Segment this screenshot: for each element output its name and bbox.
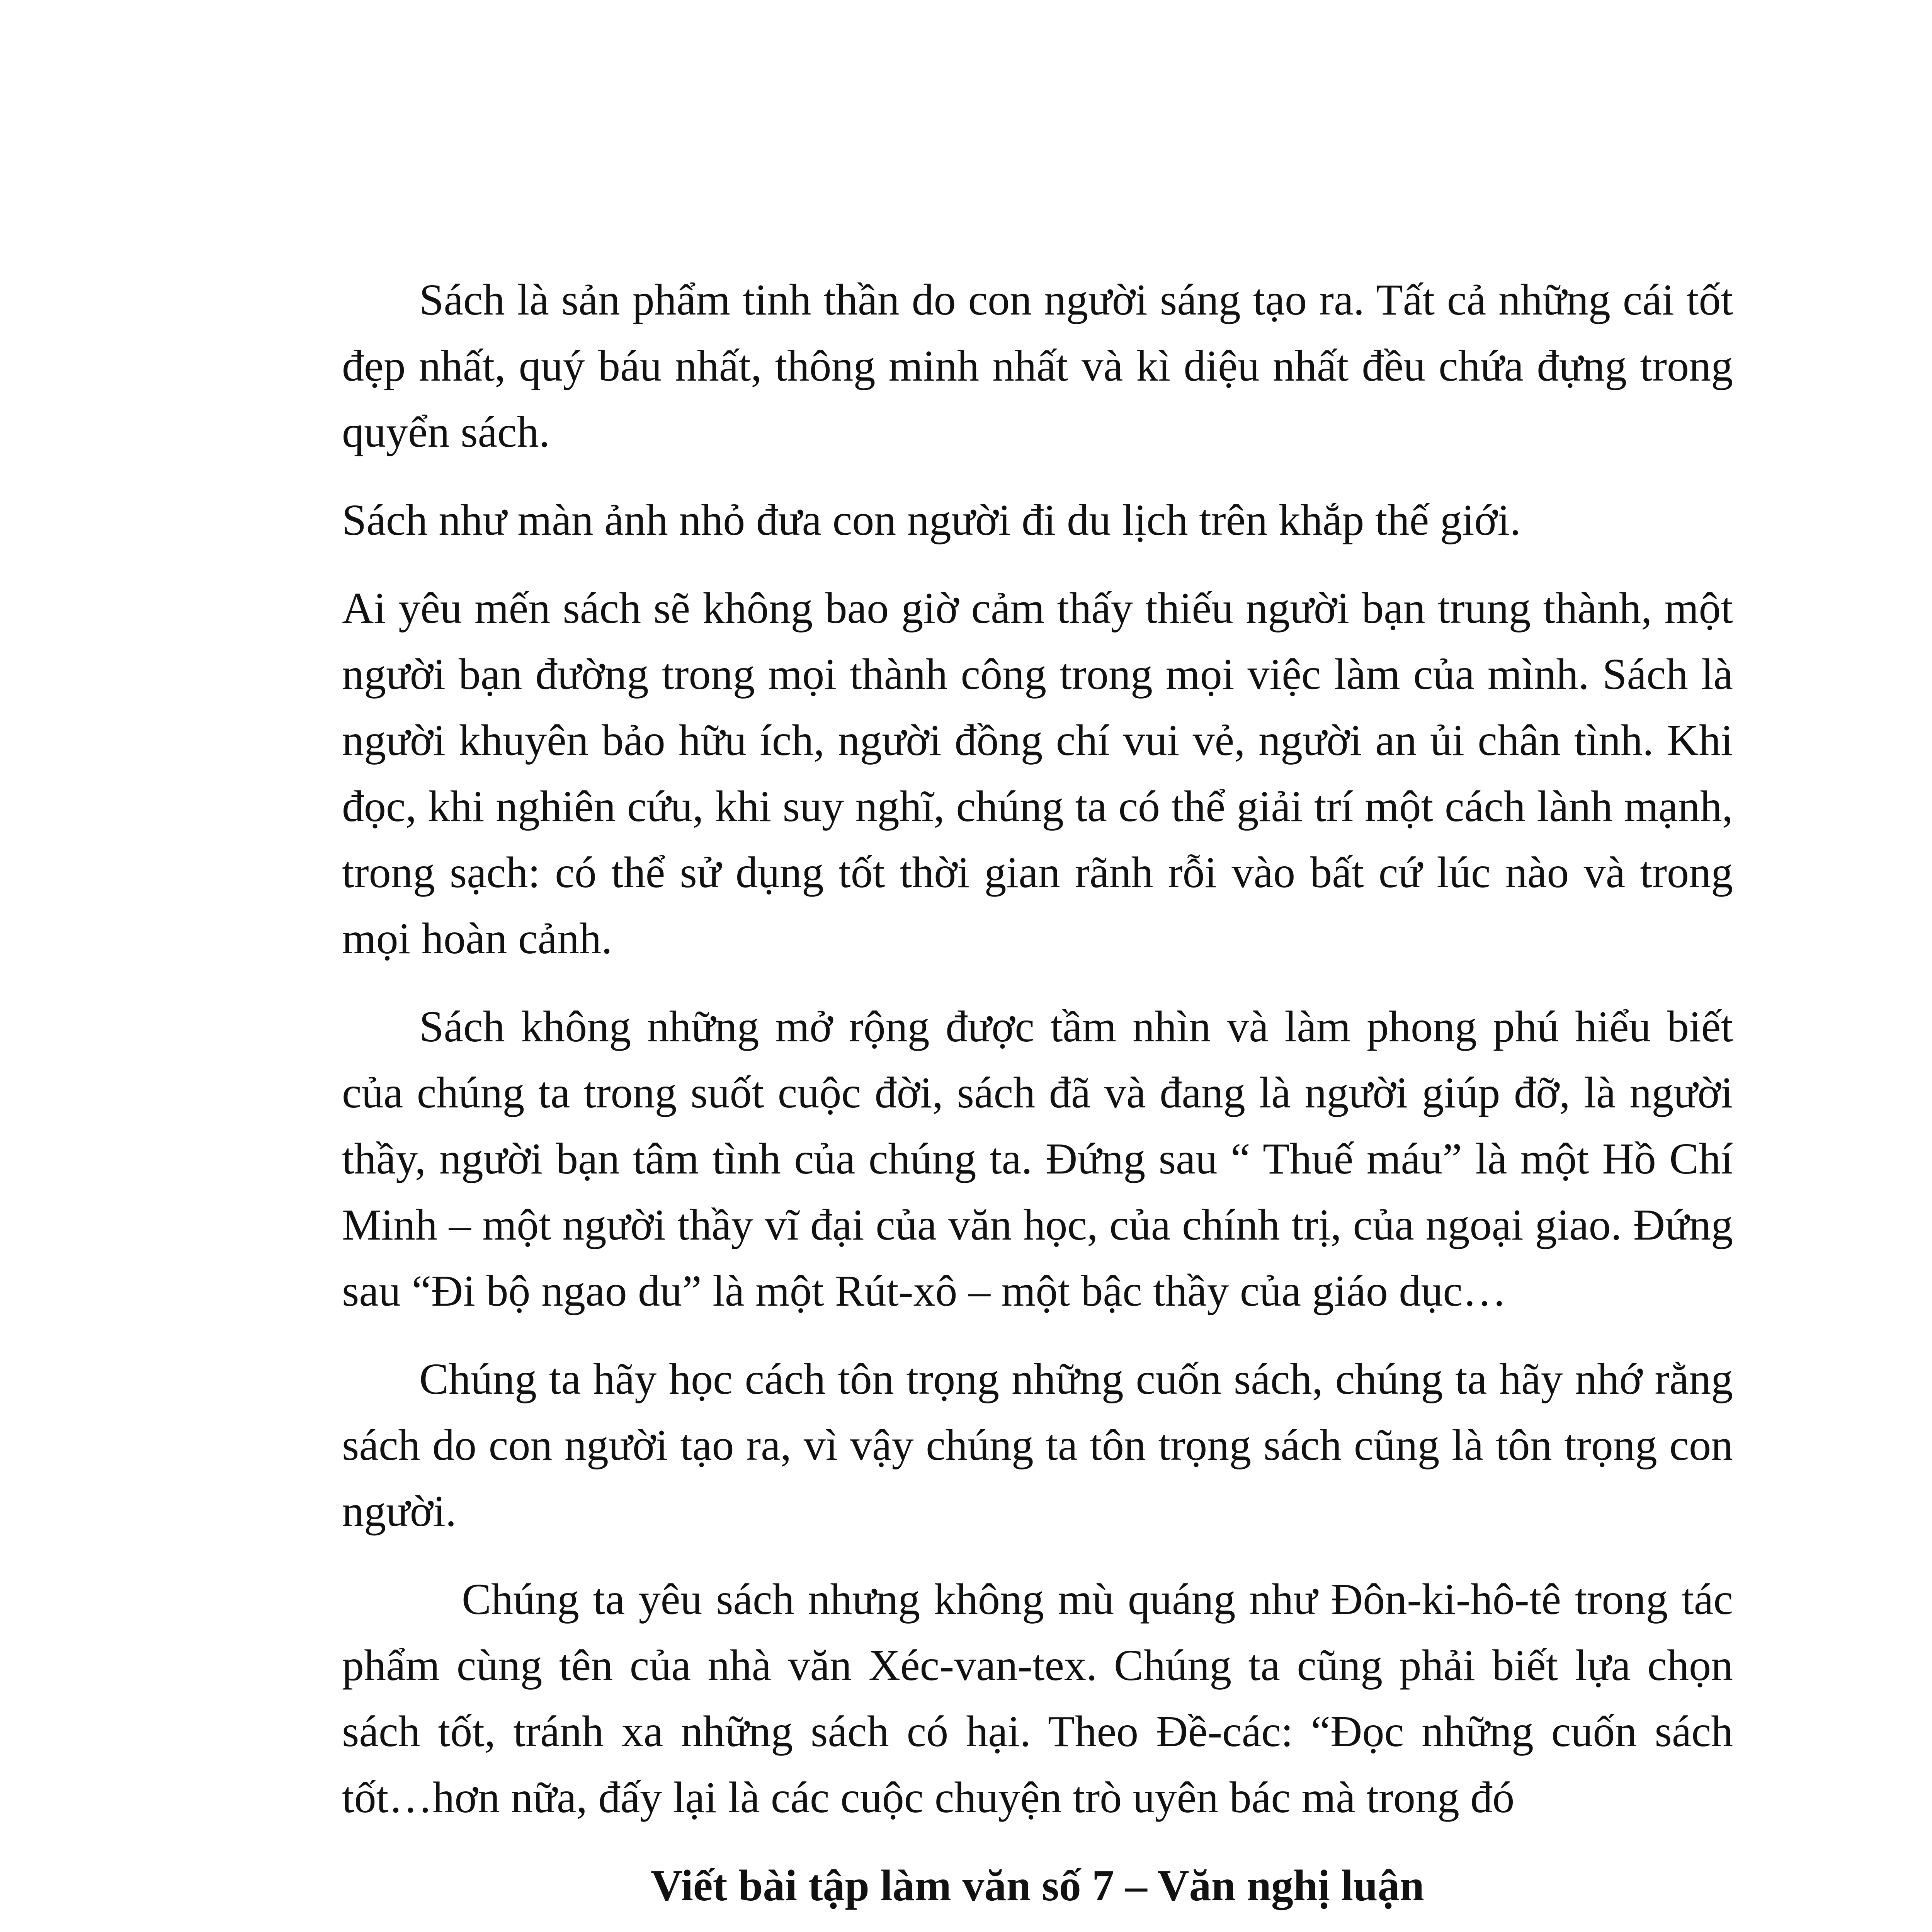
paragraph: Sách như màn ảnh nhỏ đưa con người đi du lịch trên khắp thế giới. bbox=[342, 495, 1521, 544]
section-heading: Viết bài tập làm văn số 7 – Văn nghị luận bbox=[651, 1861, 1424, 1910]
paragraph: Sách không những mở rộng được tầm nhìn và làm phong phú hiểu biết của chúng ta trong suốt cuộc đời, sách đã và đang là người giúp đỡ, là người thầy, người bạn tâm tình của chúng ta. Đứng sau “ Thuế máu” là một Hồ Chí Minh – một người thầy vĩ đại của văn học, của chính trị, của ngoại giao. Đứng sau “Đi bộ ngao du” là một Rút-xô – một bậc thầy của giáo dục… bbox=[342, 1002, 1733, 1315]
paragraph: Sách là sản phẩm tinh thần do con người sáng tạo ra. Tất cả những cái tốt đẹp nhất, quý báu nhất, thông minh nhất và kì diệu nhất đều chứa đựng trong quyển sách. bbox=[342, 275, 1733, 456]
paragraph: Chúng ta yêu sách nhưng không mù quáng như Đôn-ki-hô-tê trong tác phẩm cùng tên của nhà văn Xéc-van-tex. Chúng ta cũng phải biết lựa chọn sách tốt, tránh xa những sách có hại. Theo Đề-các: “Đọc những cuốn sách tốt…hơn nữa, đấy lại là các cuộc chuyện trò uyên bác mà trong đó bbox=[342, 1575, 1733, 1822]
paragraph: Ai yêu mến sách sẽ không bao giờ cảm thấy thiếu người bạn trung thành, một người bạn đường trong mọi thành công trong mọi việc làm của mình. Sách là người khuyên bảo hữu ích, người đồng chí vui vẻ, người an ủi chân tình. Khi đọc, khi nghiên cứu, khi suy nghĩ, chúng ta có thể giải trí một cách lành mạnh, trong sạch: có thể sử dụng tốt thời gian rãnh rỗi vào bất cứ lúc nào và trong mọi hoàn cảnh. bbox=[342, 583, 1733, 963]
document-body bbox=[342, 267, 1733, 1932]
paragraph: Chúng ta hãy học cách tôn trọng những cuốn sách, chúng ta hãy nhớ rằng sách do con người tạo ra, vì vậy chúng ta tôn trọng sách cũng là tôn trọng con người. bbox=[342, 1354, 1733, 1536]
